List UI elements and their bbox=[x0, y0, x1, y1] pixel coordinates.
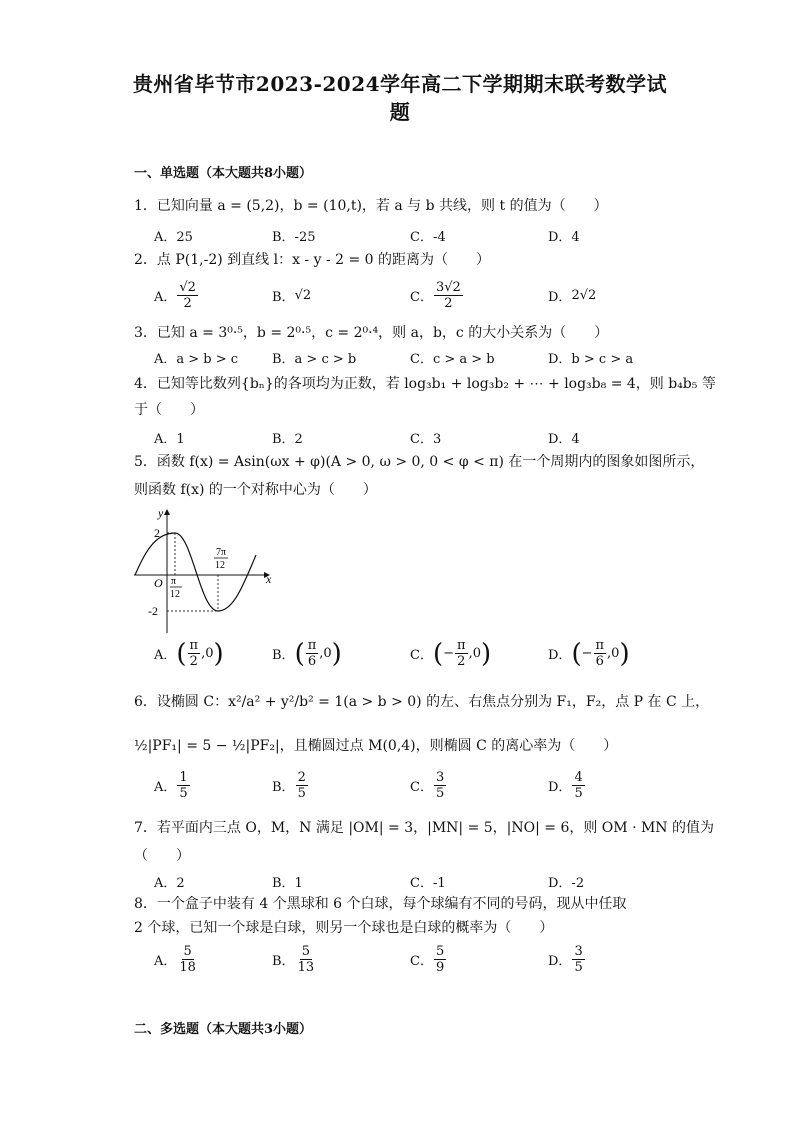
q2-a-label: A． bbox=[154, 290, 177, 305]
question-7-line-2: （ ） bbox=[134, 848, 190, 864]
q6-option-d bbox=[548, 770, 586, 801]
q6-a-label: A． bbox=[154, 780, 177, 795]
question-3: 3．已知 a = 3⁰·⁵，b = 2⁰·⁵，c = 2⁰·⁴，则 a，b，c 的大小关系为（ ） bbox=[134, 325, 609, 341]
q5-option-c bbox=[410, 638, 491, 669]
q8-a-den: 18 bbox=[179, 960, 196, 975]
q8-d-label: D． bbox=[548, 954, 572, 969]
q6-d-den: 5 bbox=[574, 786, 583, 801]
q2-a-den: 2 bbox=[183, 296, 192, 311]
q5-c-tail: ,0 bbox=[468, 646, 481, 661]
q8-b-label: B． bbox=[272, 954, 295, 969]
page-title bbox=[120, 70, 680, 126]
question-5-options bbox=[154, 638, 654, 678]
section-single-choice: 一、单选题（本大题共8小题） bbox=[134, 166, 313, 181]
y-axis-arrow-icon bbox=[164, 509, 170, 515]
x2-numerator: 7π bbox=[216, 547, 227, 558]
x2-denominator: 12 bbox=[215, 560, 225, 571]
q5-a-tail: ,0 bbox=[201, 646, 214, 661]
question-6-line-1: 6．设椭圆 C：x²/a² + y²/b² = 1(a > b > 0) 的左、右焦点分别为 F₁，F₂，点 P 在 C 上， bbox=[134, 694, 710, 710]
q8-d-num: 3 bbox=[574, 944, 583, 959]
question-6-line-2: ½|PF₁| = 5 − ½|PF₂|，且椭圆过点 M(0,4)，则椭圆 C 的离心率为（ ） bbox=[134, 738, 618, 754]
q2-c-fraction bbox=[434, 280, 463, 311]
q5-c-num: π bbox=[457, 638, 466, 653]
q3-option-d: D．b > c > a bbox=[548, 352, 634, 367]
q8-a-label: A． bbox=[154, 954, 177, 969]
question-7-line-1: 7．若平面内三点 O，M，N 满足 |OM| = 3，|MN| = 5，|NO| = 6，则 OM · MN 的值为 bbox=[134, 820, 715, 836]
q8-option-a bbox=[154, 944, 199, 975]
question-2: 2．点 P(1,-2) 到直线 l：x - y - 2 = 0 的距离为（ ） bbox=[134, 252, 491, 268]
q8-b-den: 13 bbox=[297, 960, 315, 975]
q8-b-fraction bbox=[296, 944, 317, 975]
q3-option-a: A．a > b > c bbox=[154, 352, 239, 367]
q8-a-fraction bbox=[177, 944, 198, 975]
q5-b-den: 6 bbox=[307, 654, 317, 669]
q5-d-lparen: ( bbox=[571, 638, 582, 669]
q5-b-rparen: ) bbox=[331, 638, 342, 669]
q6-d-label: D． bbox=[548, 780, 572, 795]
q5-b-num: π bbox=[307, 638, 317, 653]
q5-d-minus: − bbox=[581, 646, 593, 661]
q2-a-fraction bbox=[177, 280, 198, 311]
question-8-options bbox=[154, 944, 654, 984]
q2-b-value: √2 bbox=[294, 288, 312, 303]
question-2-options bbox=[154, 280, 654, 320]
q5-a-lparen: ( bbox=[176, 638, 187, 669]
q5-b-fraction bbox=[306, 638, 319, 669]
q5-c-rparen: ) bbox=[480, 638, 492, 669]
q8-option-d bbox=[548, 944, 586, 975]
q8-c-fraction bbox=[434, 944, 446, 975]
q2-a-num: √2 bbox=[179, 280, 196, 295]
q7-option-d: D．-2 bbox=[548, 876, 585, 891]
q6-c-label: C． bbox=[410, 780, 433, 795]
q5-b-lparen: ( bbox=[294, 638, 305, 669]
question-5-line-1: 5．函数 f(x) = Asin(ωx + φ)(A > 0, ω > 0, 0 < φ < π) 在一个周期内的图象如图所示， bbox=[134, 454, 705, 470]
question-4-line-1: 4．已知等比数列{bₙ}的各项均为正数，若 log₃b₁ + log₃b₂ + ⋯ + log₃b₈ = 4，则 b₄b₅ 等 bbox=[134, 376, 716, 392]
q6-b-num: 2 bbox=[297, 770, 306, 785]
q6-option-b bbox=[272, 770, 309, 801]
q6-b-den: 5 bbox=[297, 786, 306, 801]
q8-c-den: 9 bbox=[435, 960, 445, 975]
question-1: 1．已知向量 a = (5,2)，b = (10,t)，若 a 与 b 共线，则 t 的值为（ ） bbox=[134, 198, 608, 214]
q8-d-fraction bbox=[572, 944, 584, 975]
title-line-2: 题 bbox=[389, 100, 411, 124]
q6-a-den: 5 bbox=[179, 786, 188, 801]
q3-option-b: B．a > c > b bbox=[272, 352, 357, 367]
x1-numerator: π bbox=[171, 576, 177, 587]
q8-b-num: 5 bbox=[301, 944, 310, 959]
q8-d-den: 5 bbox=[574, 960, 583, 975]
q6-option-c bbox=[410, 770, 447, 801]
q5-a-label: A． bbox=[154, 648, 177, 663]
q5-c-fraction bbox=[455, 638, 468, 669]
q4-option-c: C．3 bbox=[410, 432, 442, 447]
q5-option-a bbox=[154, 638, 224, 669]
q2-option-c bbox=[410, 280, 464, 311]
q7-option-a: A．2 bbox=[154, 876, 185, 891]
y-axis-label: y bbox=[158, 506, 164, 520]
q2-b-label: B． bbox=[272, 290, 295, 305]
x1-denominator: 12 bbox=[170, 589, 180, 600]
question-5-line-2: 则函数 f(x) 的一个对称中心为（ ） bbox=[134, 482, 377, 498]
q5-b-tail: ,0 bbox=[319, 646, 332, 661]
q2-option-a bbox=[154, 280, 199, 311]
q7-option-c: C．-1 bbox=[410, 876, 446, 891]
q8-c-num: 5 bbox=[435, 944, 445, 959]
question-6-options bbox=[154, 770, 654, 810]
q1-option-c: C．-4 bbox=[410, 230, 446, 245]
q5-c-lparen: ( bbox=[432, 638, 444, 669]
q4-option-a: A．1 bbox=[154, 432, 185, 447]
q5-option-d bbox=[548, 638, 630, 669]
q6-c-fraction bbox=[434, 770, 446, 801]
q6-b-label: B． bbox=[272, 780, 295, 795]
q5-a-den: 2 bbox=[189, 654, 198, 669]
q7-option-b: B．1 bbox=[272, 876, 303, 891]
q2-c-den: 2 bbox=[444, 296, 453, 311]
q2-d-value: 2√2 bbox=[571, 288, 597, 303]
q6-c-den: 5 bbox=[435, 786, 445, 801]
y-max-label: 2 bbox=[154, 526, 160, 540]
q5-c-den: 2 bbox=[457, 654, 466, 669]
y-min-label: -2 bbox=[148, 604, 158, 618]
q5-b-label: B． bbox=[272, 648, 295, 663]
q6-a-num: 1 bbox=[179, 770, 188, 785]
q3-option-c: C．c > a > b bbox=[410, 352, 495, 367]
q1-option-a: A．25 bbox=[154, 230, 193, 245]
q6-a-fraction bbox=[177, 770, 189, 801]
q8-option-b bbox=[272, 944, 317, 975]
q1-option-b: B．-25 bbox=[272, 230, 316, 245]
q5-d-den: 6 bbox=[595, 654, 604, 669]
q4-option-d: D．4 bbox=[548, 432, 580, 447]
q5-d-num: π bbox=[595, 638, 605, 653]
q2-c-num: 3√2 bbox=[435, 280, 461, 295]
question-8-line-1: 8．一个盒子中装有 4 个黑球和 6 个白球，每个球编有不同的号码，现从中任取 bbox=[134, 896, 627, 912]
q6-d-num: 4 bbox=[574, 770, 583, 785]
q5-d-fraction bbox=[594, 638, 607, 669]
question-8-line-2: 2 个球，已知一个球是白球，则另一个球也是白球的概率为（ ） bbox=[134, 920, 554, 936]
q2-d-label: D． bbox=[548, 290, 572, 305]
section-multiple-choice: 二、多选题（本大题共3小题） bbox=[134, 1022, 313, 1037]
title-line-1: 贵州省毕节市2023-2024学年高二下学期期末联考数学试 bbox=[132, 72, 668, 96]
q8-option-c bbox=[410, 944, 447, 975]
q5-sine-graph bbox=[130, 505, 280, 635]
origin-label: O bbox=[154, 576, 163, 590]
question-4-line-2: 于（ ） bbox=[134, 402, 204, 418]
q1-option-d: D．4 bbox=[548, 230, 580, 245]
q8-a-num: 5 bbox=[183, 944, 192, 959]
q5-option-b bbox=[272, 638, 342, 669]
q5-c-label: C． bbox=[410, 648, 433, 663]
q5-a-rparen: ) bbox=[213, 638, 224, 669]
q8-c-label: C． bbox=[410, 954, 433, 969]
q2-c-label: C． bbox=[410, 290, 433, 305]
q6-d-fraction bbox=[572, 770, 584, 801]
q5-c-minus: − bbox=[443, 646, 455, 661]
q6-c-num: 3 bbox=[435, 770, 445, 785]
q2-option-d bbox=[548, 286, 596, 305]
q2-option-b bbox=[272, 286, 311, 305]
q5-d-label: D． bbox=[548, 648, 572, 663]
x-axis-label: x bbox=[266, 572, 272, 586]
q4-option-b: B．2 bbox=[272, 432, 303, 447]
q5-d-rparen: ) bbox=[619, 638, 630, 669]
sine-curve bbox=[135, 533, 256, 611]
q6-option-a bbox=[154, 770, 191, 801]
q5-a-fraction bbox=[188, 638, 201, 669]
q6-b-fraction bbox=[296, 770, 308, 801]
q5-d-tail: ,0 bbox=[607, 646, 620, 661]
q5-a-num: π bbox=[189, 638, 199, 653]
